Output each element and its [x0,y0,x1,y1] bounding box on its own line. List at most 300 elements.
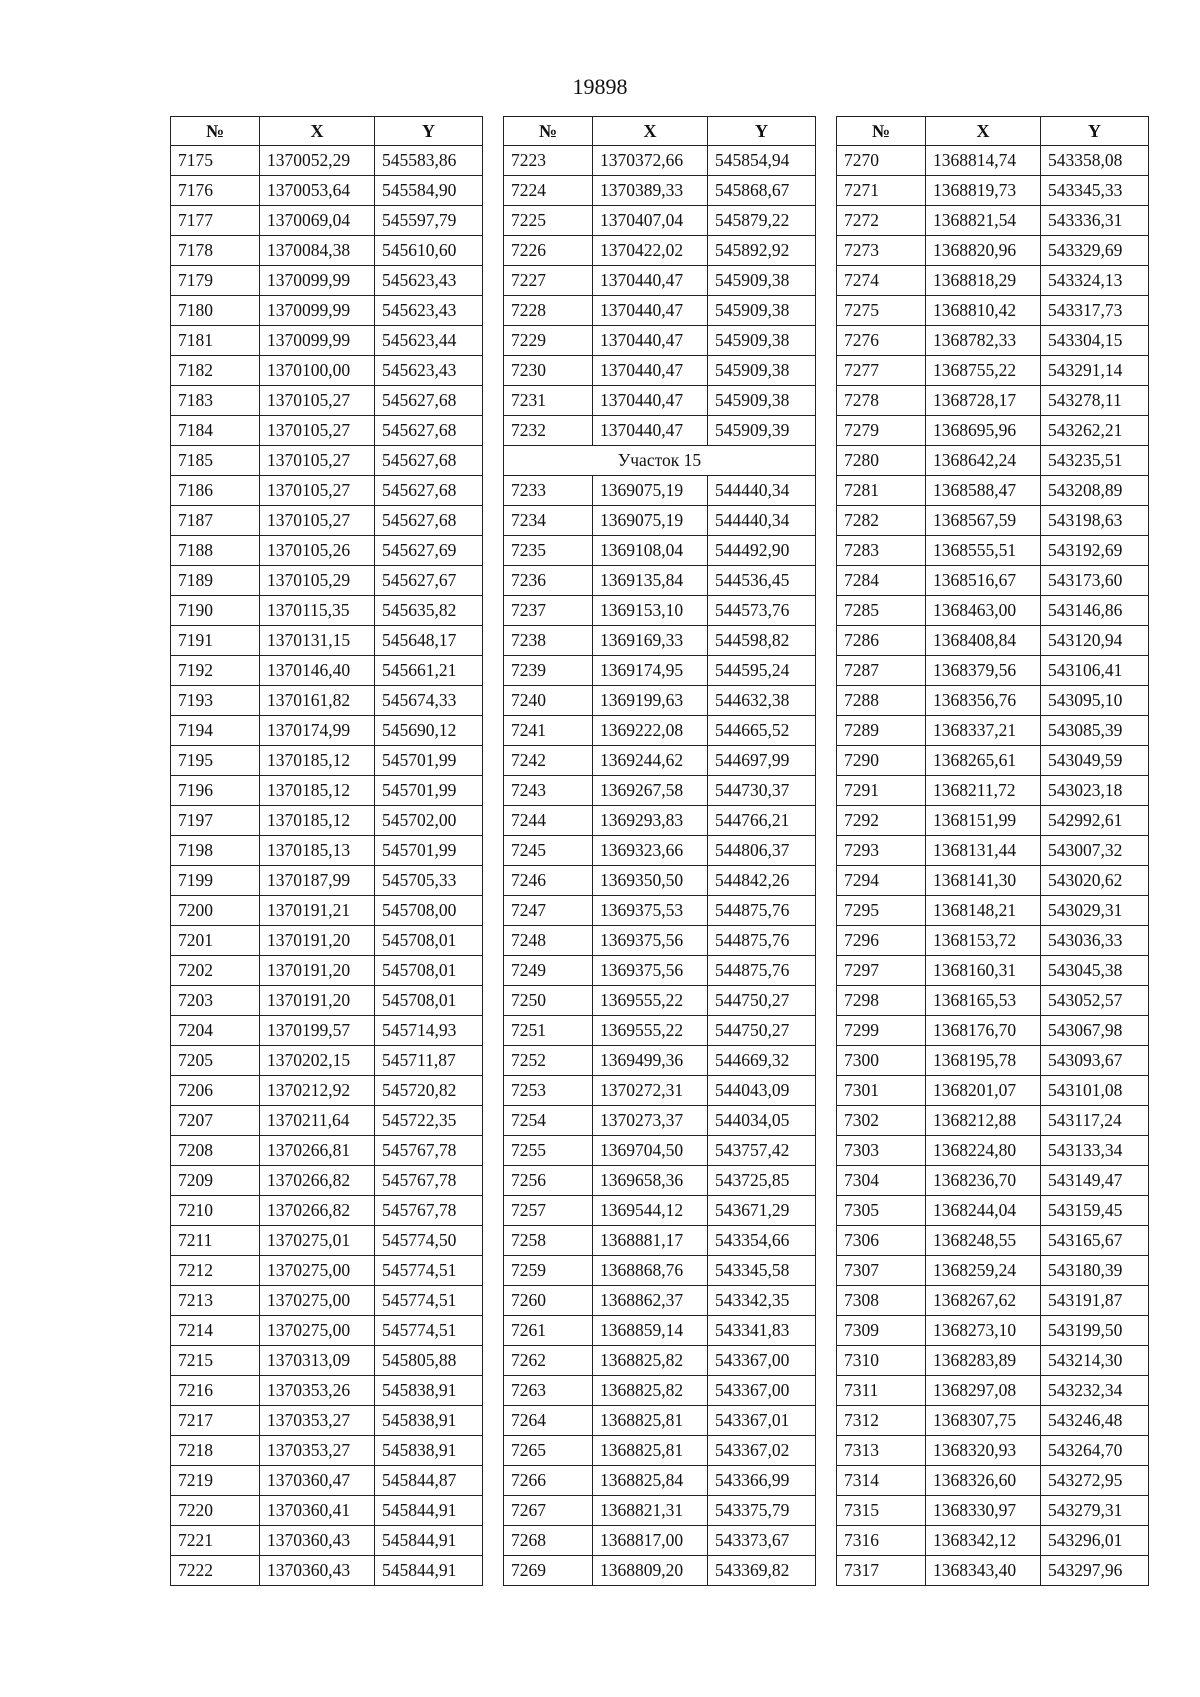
point-number-cell: 7197 [171,806,260,836]
y-coordinate-cell: 543373,67 [708,1526,816,1556]
y-coordinate-cell: 545714,93 [375,1016,483,1046]
x-coordinate-cell: 1369244,62 [593,746,708,776]
table-row [504,1286,816,1316]
y-coordinate-cell: 543279,31 [1041,1496,1149,1526]
y-coordinate-cell: 545627,68 [375,506,483,536]
table-row [171,686,483,716]
coordinates-table-1 [170,116,483,1586]
x-coordinate-cell: 1368297,08 [926,1376,1041,1406]
point-number-cell: 7192 [171,656,260,686]
y-coordinate-cell: 545868,67 [708,176,816,206]
table-row [837,1046,1149,1076]
x-coordinate-cell: 1368463,00 [926,596,1041,626]
y-coordinate-cell: 543336,31 [1041,206,1149,236]
point-number-cell: 7238 [504,626,593,656]
table-row [837,506,1149,536]
x-coordinate-cell: 1368212,88 [926,1106,1041,1136]
point-number-cell: 7205 [171,1046,260,1076]
coordinates-table-2 [503,116,816,1586]
table-row [171,1046,483,1076]
point-number-cell: 7229 [504,326,593,356]
x-coordinate-cell: 1370372,66 [593,146,708,176]
point-number-cell: 7265 [504,1436,593,1466]
y-coordinate-cell: 543291,14 [1041,356,1149,386]
point-number-cell: 7292 [837,806,926,836]
x-coordinate-cell: 1368379,56 [926,656,1041,686]
point-number-cell: 7300 [837,1046,926,1076]
y-coordinate-cell: 545690,12 [375,716,483,746]
point-number-cell: 7304 [837,1166,926,1196]
table-row [504,176,816,206]
point-number-cell: 7294 [837,866,926,896]
table-row [837,1106,1149,1136]
table-row [504,1256,816,1286]
table-row [504,1166,816,1196]
y-coordinate-cell: 543199,50 [1041,1316,1149,1346]
y-coordinate-cell: 543341,83 [708,1316,816,1346]
x-coordinate-cell: 1370185,13 [260,836,375,866]
y-coordinate-cell: 545774,50 [375,1226,483,1256]
point-number-cell: 7189 [171,566,260,596]
y-coordinate-cell: 545705,33 [375,866,483,896]
y-coordinate-cell: 543369,82 [708,1556,816,1586]
point-number-cell: 7200 [171,896,260,926]
point-number-cell: 7247 [504,896,593,926]
table-row [504,1496,816,1526]
y-coordinate-cell: 543725,85 [708,1166,816,1196]
point-number-cell: 7240 [504,686,593,716]
table-row [504,296,816,326]
point-number-cell: 7222 [171,1556,260,1586]
y-coordinate-cell: 545627,69 [375,536,483,566]
table-row [837,776,1149,806]
point-number-cell: 7201 [171,926,260,956]
point-number-cell: 7307 [837,1256,926,1286]
point-number-cell: 7237 [504,596,593,626]
x-coordinate-cell: 1368330,97 [926,1496,1041,1526]
x-coordinate-cell: 1368819,73 [926,176,1041,206]
y-coordinate-cell: 545623,43 [375,296,483,326]
table-row [504,896,816,926]
header-y: Y [708,117,816,146]
point-number-cell: 7279 [837,416,926,446]
y-coordinate-cell: 543272,95 [1041,1466,1149,1496]
y-coordinate-cell: 543085,39 [1041,716,1149,746]
x-coordinate-cell: 1369199,63 [593,686,708,716]
x-coordinate-cell: 1368862,37 [593,1286,708,1316]
point-number-cell: 7226 [504,236,593,266]
x-coordinate-cell: 1370212,92 [260,1076,375,1106]
table-row [171,146,483,176]
x-coordinate-cell: 1370105,26 [260,536,375,566]
point-number-cell: 7255 [504,1136,593,1166]
table-row [171,1106,483,1136]
table-row [171,1136,483,1166]
y-coordinate-cell: 544669,32 [708,1046,816,1076]
x-coordinate-cell: 1368265,61 [926,746,1041,776]
y-coordinate-cell: 544806,37 [708,836,816,866]
y-coordinate-cell: 545774,51 [375,1286,483,1316]
y-coordinate-cell: 544750,27 [708,1016,816,1046]
table-row [837,1226,1149,1256]
table-row [171,1406,483,1436]
point-number-cell: 7202 [171,956,260,986]
y-coordinate-cell: 545702,00 [375,806,483,836]
point-number-cell: 7287 [837,656,926,686]
table-row [837,296,1149,326]
x-coordinate-cell: 1370275,00 [260,1286,375,1316]
table-row [171,296,483,326]
x-coordinate-cell: 1370360,43 [260,1526,375,1556]
y-coordinate-cell: 543149,47 [1041,1166,1149,1196]
point-number-cell: 7259 [504,1256,593,1286]
y-coordinate-cell: 545583,86 [375,146,483,176]
x-coordinate-cell: 1368267,62 [926,1286,1041,1316]
point-number-cell: 7303 [837,1136,926,1166]
y-coordinate-cell: 543191,87 [1041,1286,1149,1316]
x-coordinate-cell: 1370099,99 [260,266,375,296]
point-number-cell: 7242 [504,746,593,776]
x-coordinate-cell: 1369174,95 [593,656,708,686]
x-coordinate-cell: 1368176,70 [926,1016,1041,1046]
x-coordinate-cell: 1370099,99 [260,296,375,326]
table-row [837,1496,1149,1526]
y-coordinate-cell: 543345,58 [708,1256,816,1286]
y-coordinate-cell: 543262,21 [1041,416,1149,446]
point-number-cell: 7224 [504,176,593,206]
x-coordinate-cell: 1368148,21 [926,896,1041,926]
y-coordinate-cell: 543093,67 [1041,1046,1149,1076]
y-coordinate-cell: 543020,62 [1041,866,1149,896]
x-coordinate-cell: 1369704,50 [593,1136,708,1166]
table-row [837,866,1149,896]
table-row [171,1016,483,1046]
point-number-cell: 7316 [837,1526,926,1556]
table-row [171,1526,483,1556]
point-number-cell: 7305 [837,1196,926,1226]
point-number-cell: 7195 [171,746,260,776]
x-coordinate-cell: 1370273,37 [593,1106,708,1136]
table-row [504,1076,816,1106]
table-row [171,476,483,506]
x-coordinate-cell: 1370191,20 [260,986,375,1016]
x-coordinate-cell: 1370440,47 [593,266,708,296]
point-number-cell: 7283 [837,536,926,566]
y-coordinate-cell: 545909,38 [708,296,816,326]
point-number-cell: 7235 [504,536,593,566]
x-coordinate-cell: 1368356,76 [926,686,1041,716]
table-row [837,1136,1149,1166]
x-coordinate-cell: 1369323,66 [593,836,708,866]
y-coordinate-cell: 545701,99 [375,776,483,806]
section-row [504,446,816,476]
y-coordinate-cell: 543367,00 [708,1376,816,1406]
y-coordinate-cell: 545627,68 [375,446,483,476]
table-row [837,1286,1149,1316]
x-coordinate-cell: 1368809,20 [593,1556,708,1586]
y-coordinate-cell: 545909,38 [708,386,816,416]
table-row [837,1556,1149,1586]
x-coordinate-cell: 1370407,04 [593,206,708,236]
header-y: Y [1041,117,1149,146]
table-row [171,1496,483,1526]
point-number-cell: 7310 [837,1346,926,1376]
x-coordinate-cell: 1370440,47 [593,296,708,326]
x-coordinate-cell: 1370275,00 [260,1256,375,1286]
table-row [837,986,1149,1016]
table-row [171,1316,483,1346]
table-row [171,236,483,266]
x-coordinate-cell: 1368160,31 [926,956,1041,986]
y-coordinate-cell: 545854,94 [708,146,816,176]
table-row [171,1346,483,1376]
point-number-cell: 7263 [504,1376,593,1406]
table-row [171,1166,483,1196]
table-row [171,776,483,806]
x-coordinate-cell: 1368211,72 [926,776,1041,806]
x-coordinate-cell: 1370353,26 [260,1376,375,1406]
header-x: X [593,117,708,146]
y-coordinate-cell: 544536,45 [708,566,816,596]
header-x: X [260,117,375,146]
x-coordinate-cell: 1370185,12 [260,776,375,806]
page-number: 19898 [572,74,628,99]
x-coordinate-cell: 1368131,44 [926,836,1041,866]
y-coordinate-cell: 543354,66 [708,1226,816,1256]
table-row [171,386,483,416]
table-row [837,1406,1149,1436]
point-number-cell: 7211 [171,1226,260,1256]
point-number-cell: 7313 [837,1436,926,1466]
y-coordinate-cell: 544875,76 [708,926,816,956]
point-number-cell: 7210 [171,1196,260,1226]
y-coordinate-cell: 544440,34 [708,476,816,506]
x-coordinate-cell: 1370052,29 [260,146,375,176]
y-coordinate-cell: 543246,48 [1041,1406,1149,1436]
point-number-cell: 7314 [837,1466,926,1496]
table-row [504,1436,816,1466]
table-row [171,416,483,446]
table-row [504,986,816,1016]
table-row [504,866,816,896]
x-coordinate-cell: 1368695,96 [926,416,1041,446]
point-number-cell: 7301 [837,1076,926,1106]
point-number-cell: 7219 [171,1466,260,1496]
x-coordinate-cell: 1370105,27 [260,446,375,476]
x-coordinate-cell: 1368408,84 [926,626,1041,656]
table-row [171,536,483,566]
point-number-cell: 7234 [504,506,593,536]
table-row [171,566,483,596]
table-row [837,1256,1149,1286]
x-coordinate-cell: 1370313,09 [260,1346,375,1376]
point-number-cell: 7250 [504,986,593,1016]
point-number-cell: 7291 [837,776,926,806]
x-coordinate-cell: 1369499,36 [593,1046,708,1076]
x-coordinate-cell: 1370353,27 [260,1406,375,1436]
point-number-cell: 7190 [171,596,260,626]
y-coordinate-cell: 544766,21 [708,806,816,836]
y-coordinate-cell: 543342,35 [708,1286,816,1316]
y-coordinate-cell: 544875,76 [708,956,816,986]
y-coordinate-cell: 544730,37 [708,776,816,806]
y-coordinate-cell: 542992,61 [1041,806,1149,836]
y-coordinate-cell: 543117,24 [1041,1106,1149,1136]
table-row [171,506,483,536]
x-coordinate-cell: 1368516,67 [926,566,1041,596]
x-coordinate-cell: 1369658,36 [593,1166,708,1196]
x-coordinate-cell: 1368273,10 [926,1316,1041,1346]
table-row [837,1196,1149,1226]
x-coordinate-cell: 1370202,15 [260,1046,375,1076]
x-coordinate-cell: 1370266,82 [260,1196,375,1226]
x-coordinate-cell: 1368555,51 [926,536,1041,566]
y-coordinate-cell: 543345,33 [1041,176,1149,206]
table-row [504,716,816,746]
x-coordinate-cell: 1369267,58 [593,776,708,806]
x-coordinate-cell: 1368343,40 [926,1556,1041,1586]
y-coordinate-cell: 545844,91 [375,1556,483,1586]
x-coordinate-cell: 1368825,81 [593,1406,708,1436]
table-row [504,596,816,626]
table-row [504,686,816,716]
y-coordinate-cell: 545648,17 [375,626,483,656]
x-coordinate-cell: 1369153,10 [593,596,708,626]
table-row [504,566,816,596]
table-row [504,1556,816,1586]
point-number-cell: 7261 [504,1316,593,1346]
table-row [504,1196,816,1226]
table-row [504,326,816,356]
y-coordinate-cell: 545623,44 [375,326,483,356]
point-number-cell: 7254 [504,1106,593,1136]
table-row [837,896,1149,926]
point-number-cell: 7308 [837,1286,926,1316]
point-number-cell: 7273 [837,236,926,266]
x-coordinate-cell: 1369075,19 [593,506,708,536]
y-coordinate-cell: 543036,33 [1041,926,1149,956]
y-coordinate-cell: 545674,33 [375,686,483,716]
table-row [837,1346,1149,1376]
table-row [504,836,816,866]
point-number-cell: 7182 [171,356,260,386]
point-number-cell: 7223 [504,146,593,176]
table-row [504,1016,816,1046]
table-row [504,1106,816,1136]
y-coordinate-cell: 545722,35 [375,1106,483,1136]
y-coordinate-cell: 545708,01 [375,986,483,1016]
point-number-cell: 7216 [171,1376,260,1406]
point-number-cell: 7179 [171,266,260,296]
point-number-cell: 7231 [504,386,593,416]
point-number-cell: 7225 [504,206,593,236]
table-row [504,416,816,446]
point-number-cell: 7269 [504,1556,593,1586]
table-row [837,626,1149,656]
y-coordinate-cell: 544440,34 [708,506,816,536]
x-coordinate-cell: 1368236,70 [926,1166,1041,1196]
table-row [504,1346,816,1376]
x-coordinate-cell: 1369169,33 [593,626,708,656]
x-coordinate-cell: 1370105,27 [260,476,375,506]
point-number-cell: 7267 [504,1496,593,1526]
table-row [504,1136,816,1166]
table-row [504,656,816,686]
point-number-cell: 7253 [504,1076,593,1106]
table-row [504,506,816,536]
y-coordinate-cell: 545627,68 [375,416,483,446]
table-row [504,776,816,806]
x-coordinate-cell: 1370422,02 [593,236,708,266]
x-coordinate-cell: 1368283,89 [926,1346,1041,1376]
point-number-cell: 7280 [837,446,926,476]
point-number-cell: 7239 [504,656,593,686]
y-coordinate-cell: 545767,78 [375,1136,483,1166]
x-coordinate-cell: 1368810,42 [926,296,1041,326]
table-row [171,266,483,296]
table-row [837,1466,1149,1496]
x-coordinate-cell: 1368244,04 [926,1196,1041,1226]
y-coordinate-cell: 545720,82 [375,1076,483,1106]
point-number-cell: 7286 [837,626,926,656]
y-coordinate-cell: 543297,96 [1041,1556,1149,1586]
point-number-cell: 7180 [171,296,260,326]
y-coordinate-cell: 545623,43 [375,266,483,296]
x-coordinate-cell: 1370360,47 [260,1466,375,1496]
x-coordinate-cell: 1370199,57 [260,1016,375,1046]
point-number-cell: 7288 [837,686,926,716]
x-coordinate-cell: 1370191,20 [260,926,375,956]
x-coordinate-cell: 1370105,27 [260,416,375,446]
table-row [837,236,1149,266]
point-number-cell: 7290 [837,746,926,776]
header-number: № [171,117,260,146]
y-coordinate-cell: 543049,59 [1041,746,1149,776]
table-row [504,1226,816,1256]
table-row [837,686,1149,716]
y-coordinate-cell: 543329,69 [1041,236,1149,266]
y-coordinate-cell: 545661,21 [375,656,483,686]
x-coordinate-cell: 1368153,72 [926,926,1041,956]
x-coordinate-cell: 1368342,12 [926,1526,1041,1556]
x-coordinate-cell: 1370115,35 [260,596,375,626]
x-coordinate-cell: 1369293,83 [593,806,708,836]
point-number-cell: 7236 [504,566,593,596]
table-row [837,566,1149,596]
x-coordinate-cell: 1370440,47 [593,356,708,386]
point-number-cell: 7209 [171,1166,260,1196]
x-coordinate-cell: 1370053,64 [260,176,375,206]
table-row [504,1406,816,1436]
x-coordinate-cell: 1368224,80 [926,1136,1041,1166]
x-coordinate-cell: 1369544,12 [593,1196,708,1226]
y-coordinate-cell: 543095,10 [1041,686,1149,716]
table-row [171,986,483,1016]
x-coordinate-cell: 1370185,12 [260,806,375,836]
point-number-cell: 7175 [171,146,260,176]
point-number-cell: 7297 [837,956,926,986]
table-row [837,716,1149,746]
x-coordinate-cell: 1368782,33 [926,326,1041,356]
point-number-cell: 7289 [837,716,926,746]
y-coordinate-cell: 544573,76 [708,596,816,626]
y-coordinate-cell: 543007,32 [1041,836,1149,866]
table-row [504,206,816,236]
table-row [837,266,1149,296]
y-coordinate-cell: 545844,91 [375,1526,483,1556]
x-coordinate-cell: 1370266,82 [260,1166,375,1196]
point-number-cell: 7302 [837,1106,926,1136]
